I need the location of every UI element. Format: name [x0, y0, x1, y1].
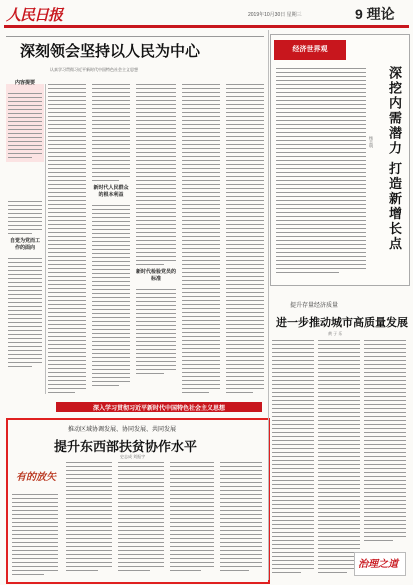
highlight-text-column-3	[118, 462, 164, 574]
column-divider	[45, 84, 46, 394]
city-text-column-1	[272, 340, 314, 576]
commentary-author: 杨志明	[369, 136, 374, 148]
column-subhead: 自觉为党而工作的面向	[9, 238, 40, 251]
highlight-text-column-5	[220, 462, 262, 574]
city-text-column-2	[318, 340, 360, 576]
city-article-author: 黄 子 乐	[328, 331, 343, 336]
city-article-title[interactable]: 进一步推动城市高质量发展	[276, 317, 408, 329]
text-column-4	[136, 84, 176, 377]
commentary-text	[276, 68, 366, 276]
highlight-text-column-2	[66, 462, 112, 574]
series-banner-label: 深入学习贯彻习近平新时代中国特色社会主义思想	[92, 406, 225, 412]
text-column-2	[48, 84, 86, 396]
main-article-title[interactable]: 深刻领会坚持以人民为中心	[20, 43, 201, 60]
main-article-subtitle: 认真学习贯彻习近平新时代中国特色社会主义思想	[50, 67, 138, 72]
page-section-label: 9 理论	[355, 6, 395, 22]
column-logo: 有的放矢	[16, 472, 56, 483]
city-text-column-3	[364, 340, 406, 544]
masthead-logo: 人民日报	[6, 8, 63, 24]
bottom-column-logo: 治理之道	[358, 559, 398, 570]
text-column-1	[8, 76, 42, 370]
text-column-6	[226, 84, 264, 396]
column-subhead: 新时代检验党员的标准	[136, 269, 177, 282]
issue-date: 2019年10月30日 星期三	[248, 12, 302, 18]
highlight-article-title[interactable]: 提升东西部扶贫协作水平	[54, 439, 198, 454]
highlight-article-author: 史志成 刘振宇	[120, 454, 146, 459]
highlight-article-kicker: 推动区域协调发展、协同发展、共同发展	[68, 427, 177, 433]
highlight-text-column-1	[12, 494, 58, 578]
header-rule	[4, 25, 409, 28]
column-subhead: 新时代人民群众的根本利益	[93, 185, 129, 198]
text-column-5	[182, 84, 220, 396]
highlight-text-column-4	[170, 462, 214, 574]
commentary-headline[interactable]: 深挖内需潜力 打造新增长点	[387, 66, 402, 252]
main-top-rule	[6, 36, 264, 37]
column-divider	[268, 30, 269, 580]
text-column-3	[92, 84, 130, 389]
city-article-kicker: 提升存量经济质量	[290, 303, 339, 309]
column-subhead: 内容提要	[14, 80, 35, 86]
commentary-banner-label: 经济世界观	[292, 46, 328, 53]
